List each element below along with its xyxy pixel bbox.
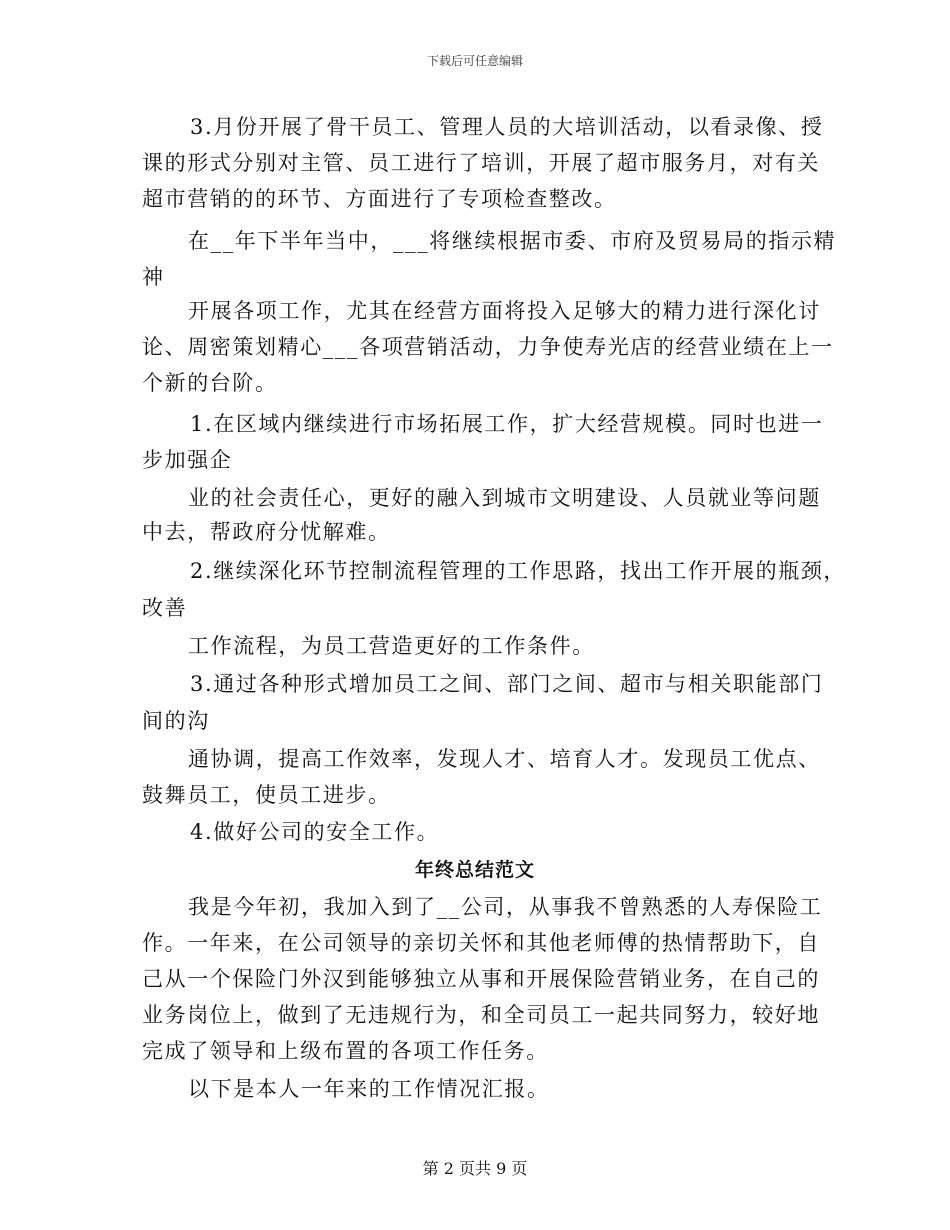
paragraph-line: 在__年下半年当中，___将继续根据市委、市府及贸易局的指示精 [188, 229, 837, 253]
section-title: 年终总结范文 [414, 859, 535, 881]
paragraph-line: 论、周密策划精心___各项营销活动，力争使寿光店的经营业绩在上一 [142, 335, 834, 359]
paragraph-line: 3.通过各种形式增加员工之间、部门之间、超市与相关职能部门 [190, 672, 824, 696]
paragraph-line: 改善 [142, 596, 188, 620]
paragraph-line: 鼓舞员工，使员工进步。 [142, 783, 391, 807]
paragraph-line: 业务岗位上，做到了无违规行为，和全司员工一起共同努力，较好地 [142, 1003, 820, 1027]
paragraph-line: 3.月份开展了骨干员工、管理人员的大培训活动，以看录像、授 [190, 115, 824, 139]
paragraph-line: 课的形式分别对主管、员工进行了培训，开展了超市服务月，对有关 [142, 151, 820, 175]
paragraph-line: 1.在区域内继续进行市场拓展工作，扩大经营规模。同时也进一 [190, 412, 824, 436]
paragraph-line: 完成了领导和上级布置的各项工作任务。 [142, 1039, 549, 1063]
paragraph-line: 超市营销的的环节、方面进行了专项检查整改。 [142, 187, 617, 211]
paragraph-line: 开展各项工作，尤其在经营方面将投入足够大的精力进行深化讨 [188, 299, 821, 323]
paragraph-line: 2.继续深化环节控制流程管理的工作思路，找出工作开展的瓶颈， [190, 559, 847, 583]
paragraph-line: 个新的台阶。 [142, 371, 278, 395]
page-header: 下载后可任意编辑 [426, 54, 523, 68]
paragraph-line: 以下是本人一年来的工作情况汇报。 [188, 1077, 550, 1101]
paragraph-line: 己从一个保险门外汉到能够独立从事和开展保险营销业务，在自己的 [142, 967, 820, 991]
paragraph-line: 4.做好公司的安全工作。 [190, 820, 440, 844]
paragraph-line: 我是今年初，我加入到了__公司，从事我不曾熟悉的人寿保险工 [188, 895, 823, 919]
paragraph-line: 作。一年来，在公司领导的亲切关怀和其他老师傅的热情帮助下，自 [142, 931, 820, 955]
paragraph-line: 神 [142, 265, 165, 289]
paragraph-line: 工作流程，为员工营造更好的工作条件。 [188, 634, 595, 658]
paragraph-line: 间的沟 [142, 709, 210, 733]
paragraph-line: 中去，帮政府分忧解难。 [142, 520, 391, 544]
paragraph-line: 步加强企 [142, 448, 233, 472]
paragraph-line: 业的社会责任心，更好的融入到城市文明建设、人员就业等问题 [188, 486, 821, 510]
page-footer: 第 2 页共 9 页 [422, 1159, 528, 1178]
paragraph-line: 通协调，提高工作效率，发现人才、培育人才。发现员工优点、 [188, 747, 821, 771]
